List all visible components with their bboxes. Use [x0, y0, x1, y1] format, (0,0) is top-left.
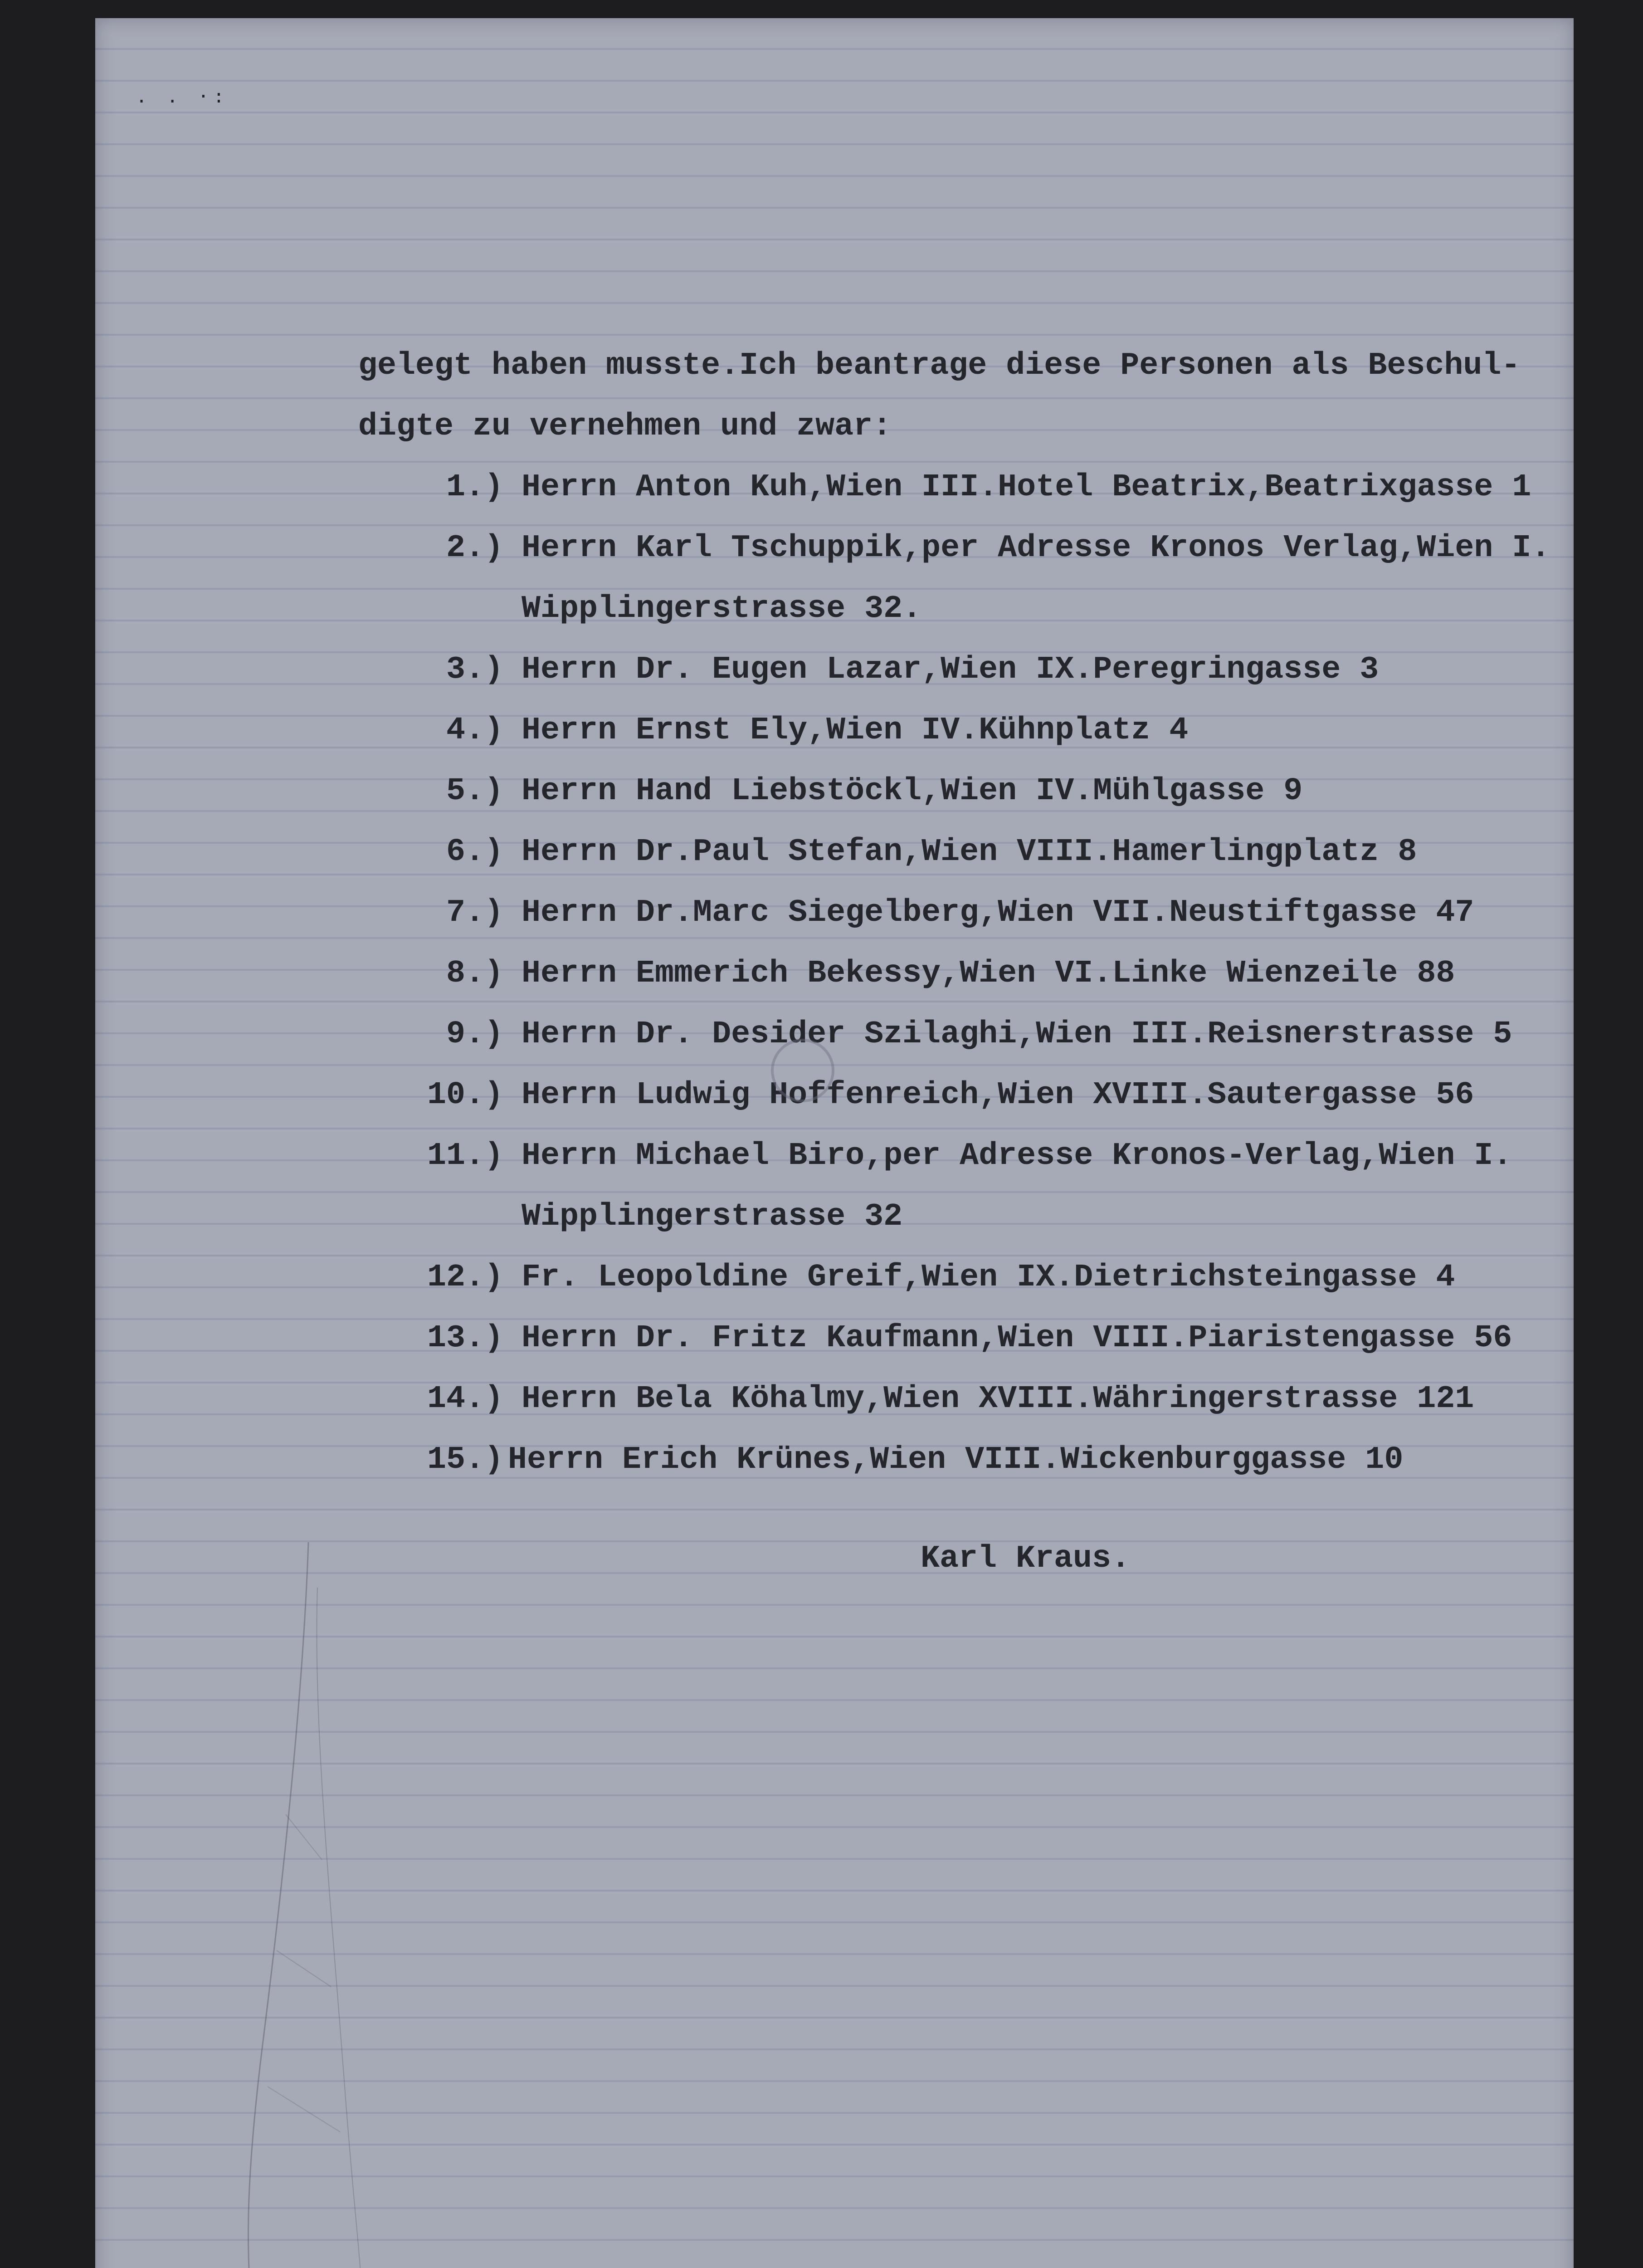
entry-text: Herrn Dr. Eugen Lazar,Wien IX.Peregringasse 3 [522, 652, 1379, 688]
entry-text: Herrn Bela Köhalmy,Wien XVIII.Währingerstrasse 121 [522, 1381, 1474, 1417]
intro-line: gelegt haben musste.Ich beantrage diese Personen als Beschul- [358, 348, 1521, 384]
entry-text: Herrn Emmerich Bekessy,Wien VI.Linke Wienzeile 88 [522, 956, 1455, 992]
entry-text: Herrn Dr. Desider Szilaghi,Wien III.Reisnerstrasse 5 [522, 1017, 1512, 1052]
entry-text: Herrn Dr.Paul Stefan,Wien VIII.Hamerlingplatz 8 [522, 834, 1417, 870]
entry-number: 4.) [446, 713, 503, 748]
entry-text-continuation: Wipplingerstrasse 32 [522, 1199, 903, 1235]
corner-marks: . . ·: [136, 86, 229, 107]
entry-number: 3.) [446, 652, 503, 688]
entry-text: Herrn Michael Biro,per Adresse Kronos-Verlag,Wien I. [522, 1138, 1512, 1174]
entry-text: Herrn Ernst Ely,Wien IV.Kühnplatz 4 [522, 713, 1189, 748]
entry-number: 14.) [427, 1381, 503, 1417]
entry-text: Herrn Karl Tschuppik,per Adresse Kronos Verlag,Wien I. [522, 530, 1550, 566]
entry-text: Herrn Dr.Marc Siegelberg,Wien VII.Neustiftgasse 47 [522, 895, 1474, 931]
signature-typed: Karl Kraus. [921, 1541, 1131, 1577]
entry-number: 1.) [446, 469, 503, 505]
entry-text: Fr. Leopoldine Greif,Wien IX.Dietrichsteingasse 4 [522, 1260, 1455, 1295]
archive-stamp [771, 1039, 834, 1102]
entry-number: 15.) [427, 1442, 503, 1478]
entry-number: 11.) [427, 1138, 503, 1174]
entry-text: Herrn Anton Kuh,Wien III.Hotel Beatrix,Beatrixgasse 1 [522, 469, 1531, 505]
intro-line: digte zu vernehmen und zwar: [358, 409, 892, 445]
entry-text: Herrn Dr. Fritz Kaufmann,Wien VIII.Piaristengasse 56 [522, 1320, 1512, 1356]
entry-number: 2.) [446, 530, 503, 566]
entry-number: 10.) [427, 1077, 503, 1113]
entry-text: Herrn Hand Liebstöckl,Wien IV.Mühlgasse 9 [522, 773, 1303, 809]
entry-text: Herrn Erich Krünes,Wien VIII.Wickenburggasse 10 [508, 1442, 1404, 1478]
entry-number: 8.) [446, 956, 503, 992]
entry-text: Herrn Ludwig Hoffenreich,Wien XVIII.Sautergasse 56 [522, 1077, 1474, 1113]
entry-number: 13.) [427, 1320, 503, 1356]
entry-number: 12.) [427, 1260, 503, 1295]
entry-number: 7.) [446, 895, 503, 931]
entry-number: 6.) [446, 834, 503, 870]
entry-number: 5.) [446, 773, 503, 809]
entry-text-continuation: Wipplingerstrasse 32. [522, 591, 922, 627]
entry-number: 9.) [446, 1017, 503, 1052]
